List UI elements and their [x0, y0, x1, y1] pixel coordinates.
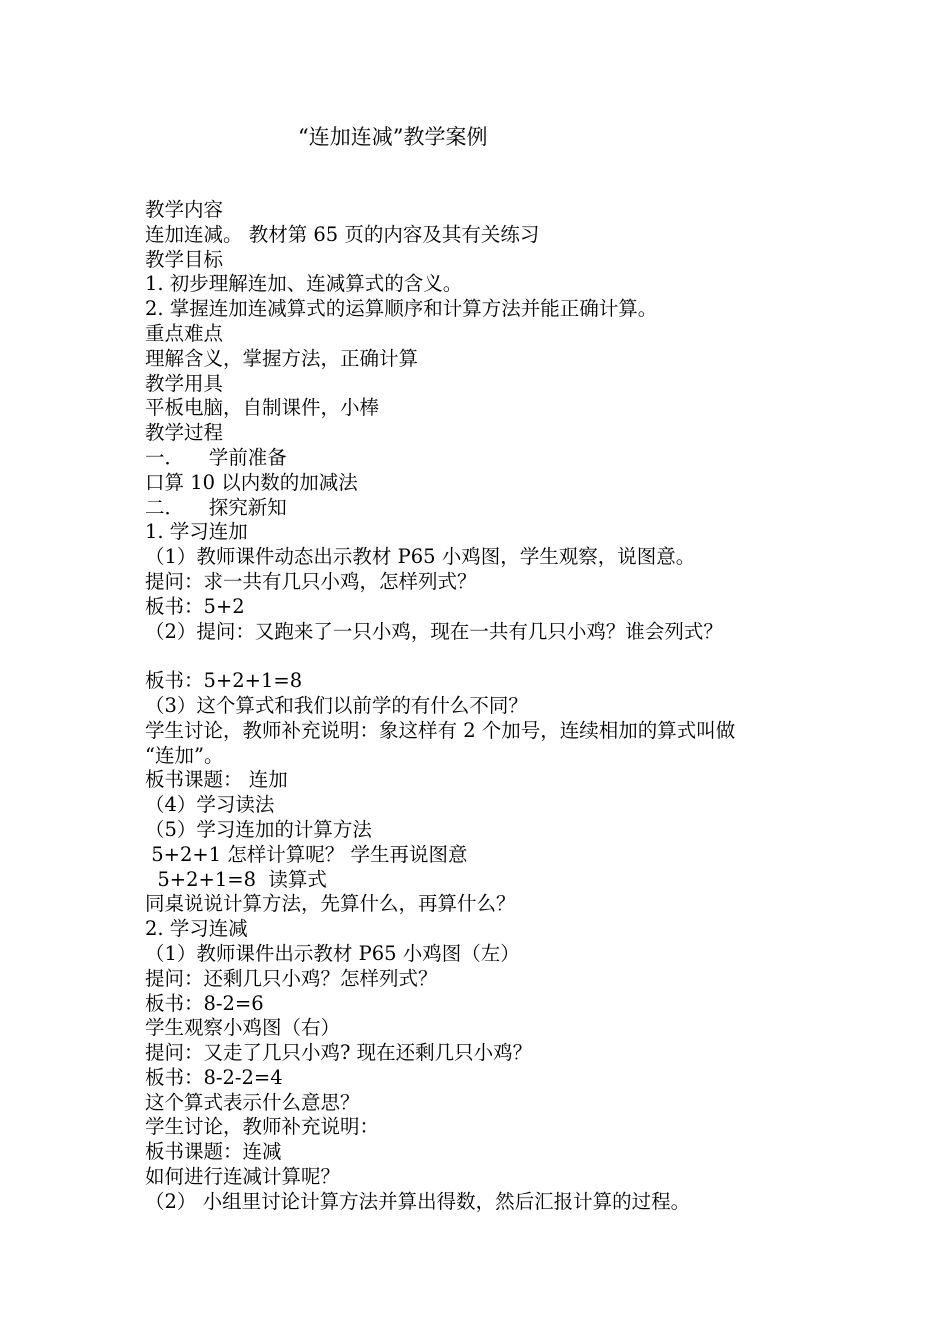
text-line: 理解含义，掌握方法，正确计算 — [145, 346, 419, 370]
text-line: 教学过程 — [145, 421, 224, 445]
text-line: 2. 学习连减 — [145, 917, 248, 941]
text-line: 提问：又走了几只小鸡? 现在还剩几只小鸡？ — [145, 1041, 533, 1065]
text-line: 教学目标 — [145, 247, 224, 271]
text-line: 学生讨论，教师补充说明： — [145, 1115, 380, 1139]
text-line: 二． 探究新知 — [145, 495, 287, 519]
document-body — [145, 198, 835, 1215]
text-line: 教学内容 — [145, 198, 224, 221]
text-line: 学生观察小鸡图（右） — [145, 1016, 341, 1040]
text-line: （2）提问：又跑来了一只小鸡，现在一共有几只小鸡？谁会列式？ — [145, 619, 723, 643]
text-line: 板书：8-2-2=4 — [145, 1065, 283, 1089]
text-line: 连加连减。 教材第 65 页的内容及其有关练习 — [145, 222, 540, 246]
text-line: 1. 学习连加 — [145, 520, 248, 544]
text-line: （1）教师课件动态出示教材 P65 小鸡图，学生观察，说图意。 — [145, 545, 696, 569]
text-line: 口算 10 以内数的加减法 — [145, 470, 358, 494]
text-line: （2） 小组里讨论计算方法并算出得数，然后汇报计算的过程。 — [145, 1189, 691, 1213]
text-line: 1. 初步理解连加、连减算式的含义。 — [145, 272, 463, 296]
text-line: 这个算式表示什么意思？ — [145, 1090, 360, 1114]
document-title: “连加连减”教学案例 — [298, 125, 488, 149]
text-line: （4）学习读法 — [145, 793, 275, 817]
text-line: 教学用具 — [145, 371, 224, 395]
text-line: 5+2+1 怎样计算呢？ 学生再说图意 — [145, 842, 468, 866]
text-line: 一． 学前准备 — [145, 445, 287, 469]
text-line: 板书：5+2+1=8 — [145, 669, 303, 693]
text-line: 5+2+1=8 读算式 — [145, 867, 327, 891]
text-line: 板书课题： 连加 — [145, 768, 288, 792]
text-line: 重点难点 — [145, 321, 224, 345]
text-line: 板书课题：连减 — [145, 1140, 282, 1164]
text-line: 平板电脑，自制课件，小棒 — [145, 396, 380, 420]
text-line: 学生讨论，教师补充说明：象这样有 2 个加号，连续相加的算式叫做 — [145, 718, 736, 742]
text-line: 提问：求一共有几只小鸡，怎样列式？ — [145, 569, 477, 593]
text-line — [145, 644, 835, 669]
text-line: 2. 掌握连加连减算式的运算顺序和计算方法并能正确计算。 — [145, 297, 658, 321]
text-line: （3）这个算式和我们以前学的有什么不同？ — [145, 693, 528, 717]
text-line: 提问：还剩几只小鸡？怎样列式？ — [145, 966, 438, 990]
text-line: “连加”。 — [145, 743, 224, 767]
text-line: （5）学习连加的计算方法 — [145, 817, 372, 841]
text-line: 板书：8-2=6 — [145, 991, 264, 1015]
text-line: （1）教师课件出示教材 P65 小鸡图（左） — [145, 941, 520, 965]
text-line: 同桌说说计算方法，先算什么，再算什么？ — [145, 892, 516, 916]
text-line: 如何进行连减计算呢？ — [145, 1165, 341, 1189]
text-line: 板书：5+2 — [145, 594, 245, 618]
